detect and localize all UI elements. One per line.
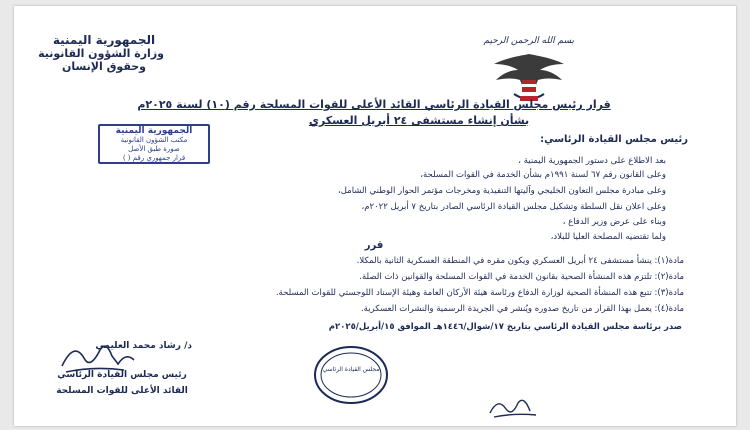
preamble-line: ولما تقتضيه المصلحة العليا للبلاد، [550, 232, 666, 242]
stamp-line1: الجمهورية اليمنية [115, 126, 193, 136]
official-seal [312, 344, 390, 406]
decree-title: قرار رئيس مجلس القيادة الرئاسي القائد الأعلى للقوات المسلحة رقم (١٠) لسنة ٢٠٢٥م [137, 98, 611, 111]
preamble-intro: رئيس مجلس القيادة الرئاسي: [540, 134, 688, 145]
signatory-title-2: القائد الأعلى للقوات المسلحة [56, 386, 188, 396]
decree-subject: بشأن إنشاء مستشفى ٢٤ أبريل العسكري [308, 114, 530, 127]
preamble-line: وبناء على عرض وزير الدفاع ، [562, 217, 666, 227]
ministry-header [38, 33, 164, 73]
preamble-line: وعلى اعلان نقل السلطة وتشكيل مجلس القيادة الرئاسي الصادر بتاريخ ٧ أبريل ٢٠٢٢م، [361, 202, 666, 212]
signatory-title: رئيس مجلس القيادة الرئاسي [57, 370, 187, 380]
ministry-header-line1: الجمهورية اليمنية [52, 33, 156, 47]
article-1: مادة(١): ينشأ مستشفى ٢٤ أبريل العسكري ويكون مقره في المنطقة العسكرية الثانية بالمكلا. [356, 256, 684, 266]
seal-ring-icon [312, 344, 390, 406]
stamp-line2: مكتب الشؤون القانونية [120, 136, 188, 144]
preamble-line: وعلى القانون رقم ٦٧ لسنة ١٩٩١م بشأن الخدمة في القوات المسلحة، [420, 170, 666, 180]
issued-line: صدر برئاسة مجلس القيادة الرئاسي بتاريخ ١٧/شوال/١٤٤٦هـ الموافق ١٥/أبريل/٢٠٢٥م [328, 322, 682, 332]
ministry-header-line2: وزارة الشؤون القانونية [38, 47, 164, 60]
article-3: مادة(٣): تتبع هذه المنشأة الصحية لوزارة الدفاع ورئاسة هيئة الأركان العامة وهيئة الإسناد اللوجستي للقوات المسلحة. [275, 288, 684, 298]
true-copy-stamp [98, 124, 210, 164]
initials-flourish-icon [484, 391, 544, 421]
article-4: مادة(٤): يعمل بهذا القرار من تاريخ صدوره ويُنشر في الجريدة الرسمية والنشرات العسكرية. [360, 304, 684, 314]
basmala-caption: بسم الله الرحمن الرحيم [483, 36, 574, 46]
preamble-line: بعد الاطلاع على دستور الجمهورية اليمنية ، [518, 156, 666, 166]
document-page [14, 6, 736, 426]
stamp-line3: صورة طبق الأصل [128, 145, 180, 153]
article-2: مادة(٢): تلتزم هذه المنشأة الصحية بقانون الخدمة في القوات المسلحة والقوانين ذات الصلة. [359, 272, 684, 282]
stamp-line4: قرار جمهوري رقم ( ) [122, 154, 186, 162]
seal-text: مجلس القيادة الرئاسي [322, 366, 380, 373]
preamble-line: وعلى مبادرة مجلس التعاون الخليجي وآليتها التنفيذية ومخرجات مؤتمر الحوار الوطني الشامل، [337, 186, 666, 196]
decision-heading: قرر [364, 240, 384, 251]
signatory-name: د/ رشاد محمد العليمي [95, 341, 192, 351]
ministry-header-line3: وحقوق الإنسان [61, 60, 147, 73]
